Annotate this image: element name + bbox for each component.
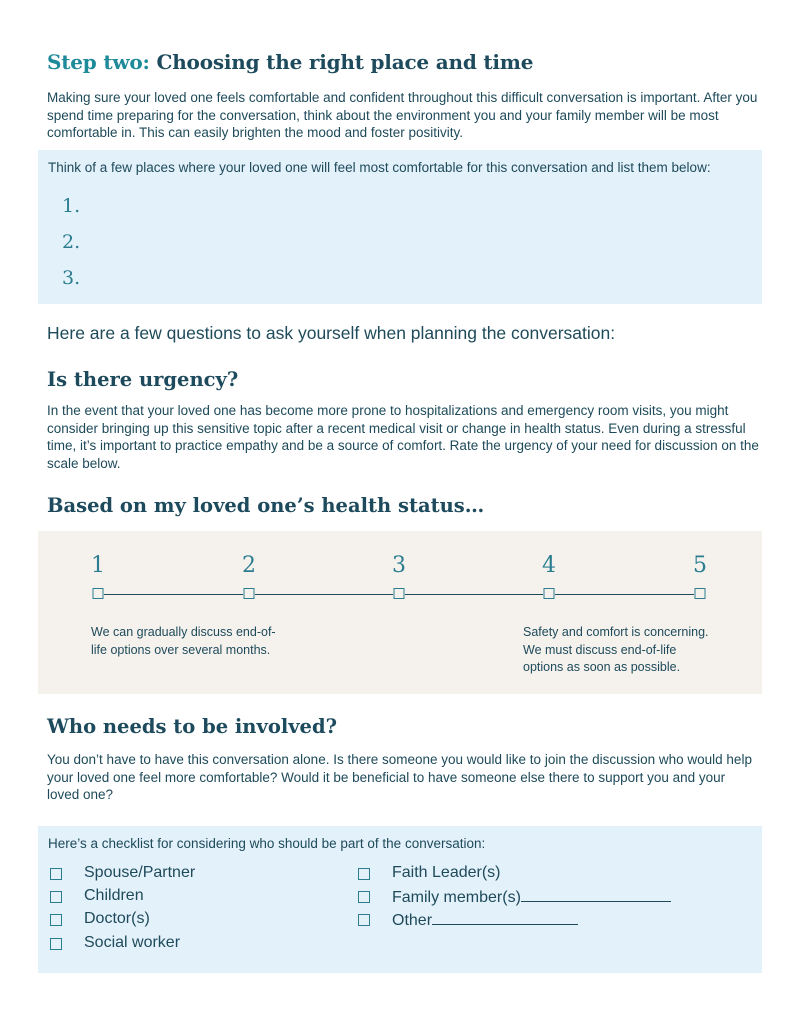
checklist-label: Spouse/Partner [84,864,196,881]
urgency-heading: Is there urgency? [47,368,239,391]
step-two-prefix: Step two: [47,50,150,74]
checklist-label-with-line [392,887,671,907]
scale-checkbox-4[interactable] [544,588,555,599]
checkbox[interactable] [358,868,370,880]
scale-number-4: 4 [542,553,556,578]
checklist-label: Family member(s) [392,889,521,906]
scale-checkbox-2[interactable] [244,588,255,599]
scale-connector [104,594,243,595]
checklist-label: Other [392,912,433,929]
checkbox[interactable] [50,868,62,880]
scale-number-2: 2 [242,553,256,578]
checkbox[interactable] [358,891,370,903]
checklist-label-with-line [392,910,578,930]
scale-low-label: We can gradually discuss end-of-life options over several months. [91,625,276,657]
involved-body: You don’t have to have this conversation alone. Is there someone you would like to join the discussion who would help your loved one feel more comfortable? Would it be beneficial to have someone else there to support you and your loved one? [47,752,752,802]
checklist-label: Doctor(s) [84,910,150,927]
fill-in-line[interactable] [432,910,578,925]
checklist-box [38,826,762,973]
health-status-heading: Based on my loved one’s health status… [47,494,485,517]
scale-number-1: 1 [91,553,105,578]
places-prompt: Think of a few places where your loved one will feel most comfortable for this conversation and list them below: [48,160,711,175]
checkbox[interactable] [358,914,370,926]
places-number-1[interactable]: 1. [62,195,81,217]
questions-intro: Here are a few questions to ask yourself when planning the conversation: [47,323,616,343]
scale-high-label: Safety and comfort is concerning. We must discuss end-of-life options as soon as possible. [523,625,709,674]
urgency-scale-box [38,531,762,694]
scale-number-3: 3 [392,553,406,578]
places-box [38,150,762,304]
scale-checkbox-5[interactable] [695,588,706,599]
fill-in-line[interactable] [521,887,671,902]
checklist-label: Faith Leader(s) [392,864,501,881]
places-number-3[interactable]: 3. [62,267,81,289]
checkbox[interactable] [50,938,62,950]
step-two-intro: Making sure your loved one feels comfortable and confident throughout this difficult conversation is important. After you spend time preparing for the conversation, think about the environment you and your family member will be most comfortable in. This can easily brighten the mood and foster positivity. [47,90,758,140]
scale-checkbox-1[interactable] [93,588,104,599]
checklist-label: Social worker [84,934,181,951]
scale-connector [405,594,543,595]
checklist-label: Children [84,887,144,904]
step-two-heading [47,50,533,74]
urgency-body: In the event that your loved one has become more prone to hospitalizations and emergency room visits, you might consider bringing up this sensitive topic after a recent medical visit or change in health status. Even during a stressful time, it’s important to practice empathy and be a source of comfort. Rate the urgency of your need for discussion on the scale below. [47,403,759,471]
checkbox[interactable] [50,914,62,926]
scale-checkbox-3[interactable] [394,588,405,599]
checkbox[interactable] [50,891,62,903]
involved-heading: Who needs to be involved? [47,715,338,738]
scale-connector [255,594,393,595]
checklist-prompt: Here’s a checklist for considering who should be part of the conversation: [48,836,486,851]
scale-connector [555,594,694,595]
step-two-title: Choosing the right place and time [156,50,534,74]
places-number-2[interactable]: 2. [62,231,81,253]
scale-number-5: 5 [693,553,707,578]
